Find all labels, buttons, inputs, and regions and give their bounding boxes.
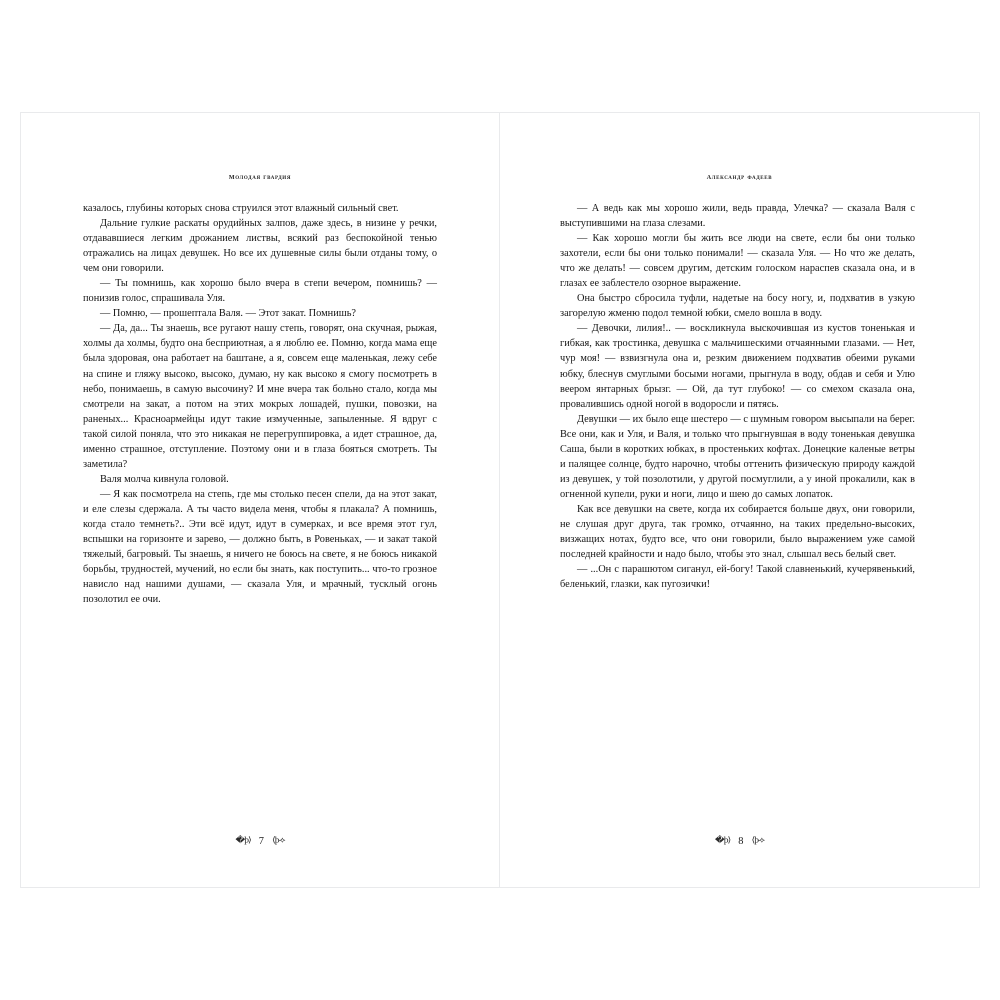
paragraph: Дальние гулкие раскаты орудийных залпов, даже здесь, в низине у речки, отдававшиеся легким дрожанием листвы, всякий раз беспокойной тенью отражались на лицах девушек. Но все их душевные силы были отданы тому, о чем они говорили. bbox=[83, 218, 437, 275]
folio-right bbox=[500, 835, 979, 847]
paragraph: казалось, глубины которых снова струился этот влажный сильный свет. bbox=[83, 203, 399, 214]
page-right bbox=[500, 113, 979, 887]
paragraph: — Девочки, лилия!.. — воскликнула выскочившая из кустов тоненькая и гибкая, как тростинка, девушка с мальчишескими отчаянными глазами. — Нет, чур моя! — взвизгнула она и, резким движением подхватив обеими руками юбку, блеснув смуглыми босыми ногами, прыгнула в воду, обдав и себя и Улю веером янтарных брызг. — Ой, да тут глубоко! — со смехом сказала она, провалившись одной ногой в водоросли и пятясь. bbox=[560, 323, 915, 410]
ornament-right-icon: ⟨þ⟢ bbox=[271, 835, 285, 846]
paragraph: — Я как посмотрела на степь, где мы столько песен спели, да на этот закат, и еле слезы сдержала. А ты часто видела меня, чтобы я плакала? А помнишь, когда стало темнеть?.. Эти всё идут, идут в сумерках, и все время этот гул, вспышки на горизонте и зарево, — должно быть, в Ровеньках, — и закат такой тяжелый, багровый. Ты знаешь, я ничего не боюсь на свете, я не боюсь никакой борьбы, трудностей, мучений, но если бы знать, как поступить... что-то грозное нависло над нашими душами, — сказала Уля, и мрачный, тусклый огонь позолотил ее очи. bbox=[83, 488, 437, 606]
text-block-right bbox=[560, 201, 915, 592]
paragraph: Девушки — их было еще шестеро — с шумным говором высыпали на берег. Все они, как и Уля, и Валя, и только что прыгнувшая в воду тоненькая девушка Саша, были в коротких юбках, в простеньких кофтах. Донецкие каленые ветры и палящее солнце, будто нарочно, чтобы оттенить физическую природу каждой из девушек, у той позолотили, у другой посмуглили, а у иной прокалили, как в огненной купели, руки и ноги, лицо и шею до самых лопаток. bbox=[560, 413, 915, 500]
paragraph: — А ведь как мы хорошо жили, ведь правда, Улечка? — сказала Валя с выступившими на глаза слезами. bbox=[560, 203, 915, 230]
folio-left bbox=[21, 835, 499, 847]
ornament-left-icon: �þ⟩ bbox=[714, 835, 731, 846]
paragraph: Как все девушки на свете, когда их собирается больше двух, они говорили, не слушая друг друга, так громко, отчаянно, на таких предельно-высоких, визжащих нотах, будто все, что они говорили, было выражением уже самой последней крайности и надо было, чтобы это знал, слышал весь белый свет. bbox=[560, 503, 915, 561]
running-head-right: александр фадеев bbox=[706, 171, 773, 181]
page-number: 8 bbox=[738, 836, 744, 847]
paragraph: Она быстро сбросила туфли, надетые на босу ногу, и, подхватив в узкую загорелую жменю подол темной юбки, смело вошла в воду. bbox=[560, 293, 915, 320]
paragraph: — Да, да... Ты знаешь, все ругают нашу степь, говорят, она скучная, рыжая, холмы да холмы, будто она бесприютная, а я люблю ее. Помню, когда мама еще была здоровая, она работает на баштане, а я, совсем еще маленькая, лежу себе на спине и гляжу высоко, высоко, думаю, ну как высоко я смогу посмотреть в небо, понимаешь, в самую высочину? И мне вчера так больно стало, когда мы смотрели на закат, а потом на этих мокрых лошадей, пушки, повозки, на раненых... Красноармейцы идут такие измученные, запыленные. Я вдруг с такой силой поняла, что это никакая не перегруппировка, а идет страшное, да, именно страшное, отступление. Поэтому они и в глаза бояться смотреть. Ты заметила? bbox=[83, 323, 437, 470]
running-head-left: молодая гвардия bbox=[228, 171, 292, 181]
book-spread bbox=[20, 112, 980, 888]
paragraph: — Как хорошо могли бы жить все люди на свете, если бы они только захотели, если бы они только понимали! — сказала Уля. — Но что же делать, что же делать! — совсем другим, детским голоском нараспев сказала она, и в глазах ее заблестело озорное выражение. bbox=[560, 233, 915, 290]
paragraph: — Ты помнишь, как хорошо было вчера в степи вечером, помнишь? — понизив голос, спрашивала Уля. bbox=[83, 278, 437, 305]
ornament-left-icon: �þ⟩ bbox=[235, 835, 251, 846]
ornament-right-icon: ⟨þ⟢ bbox=[751, 835, 765, 846]
paragraph: — Помню, — прошептала Валя. — Этот закат. Помнишь? bbox=[100, 308, 356, 320]
paragraph: Валя молча кивнула головой. bbox=[100, 473, 229, 485]
page-number: 7 bbox=[258, 836, 264, 847]
page-left bbox=[21, 113, 500, 887]
text-block-left bbox=[83, 201, 437, 607]
paragraph: — ...Он с парашютом сиганул, ей-богу! Такой славненький, кучерявенький, беленький, глазки, как пугозички! bbox=[560, 564, 915, 591]
